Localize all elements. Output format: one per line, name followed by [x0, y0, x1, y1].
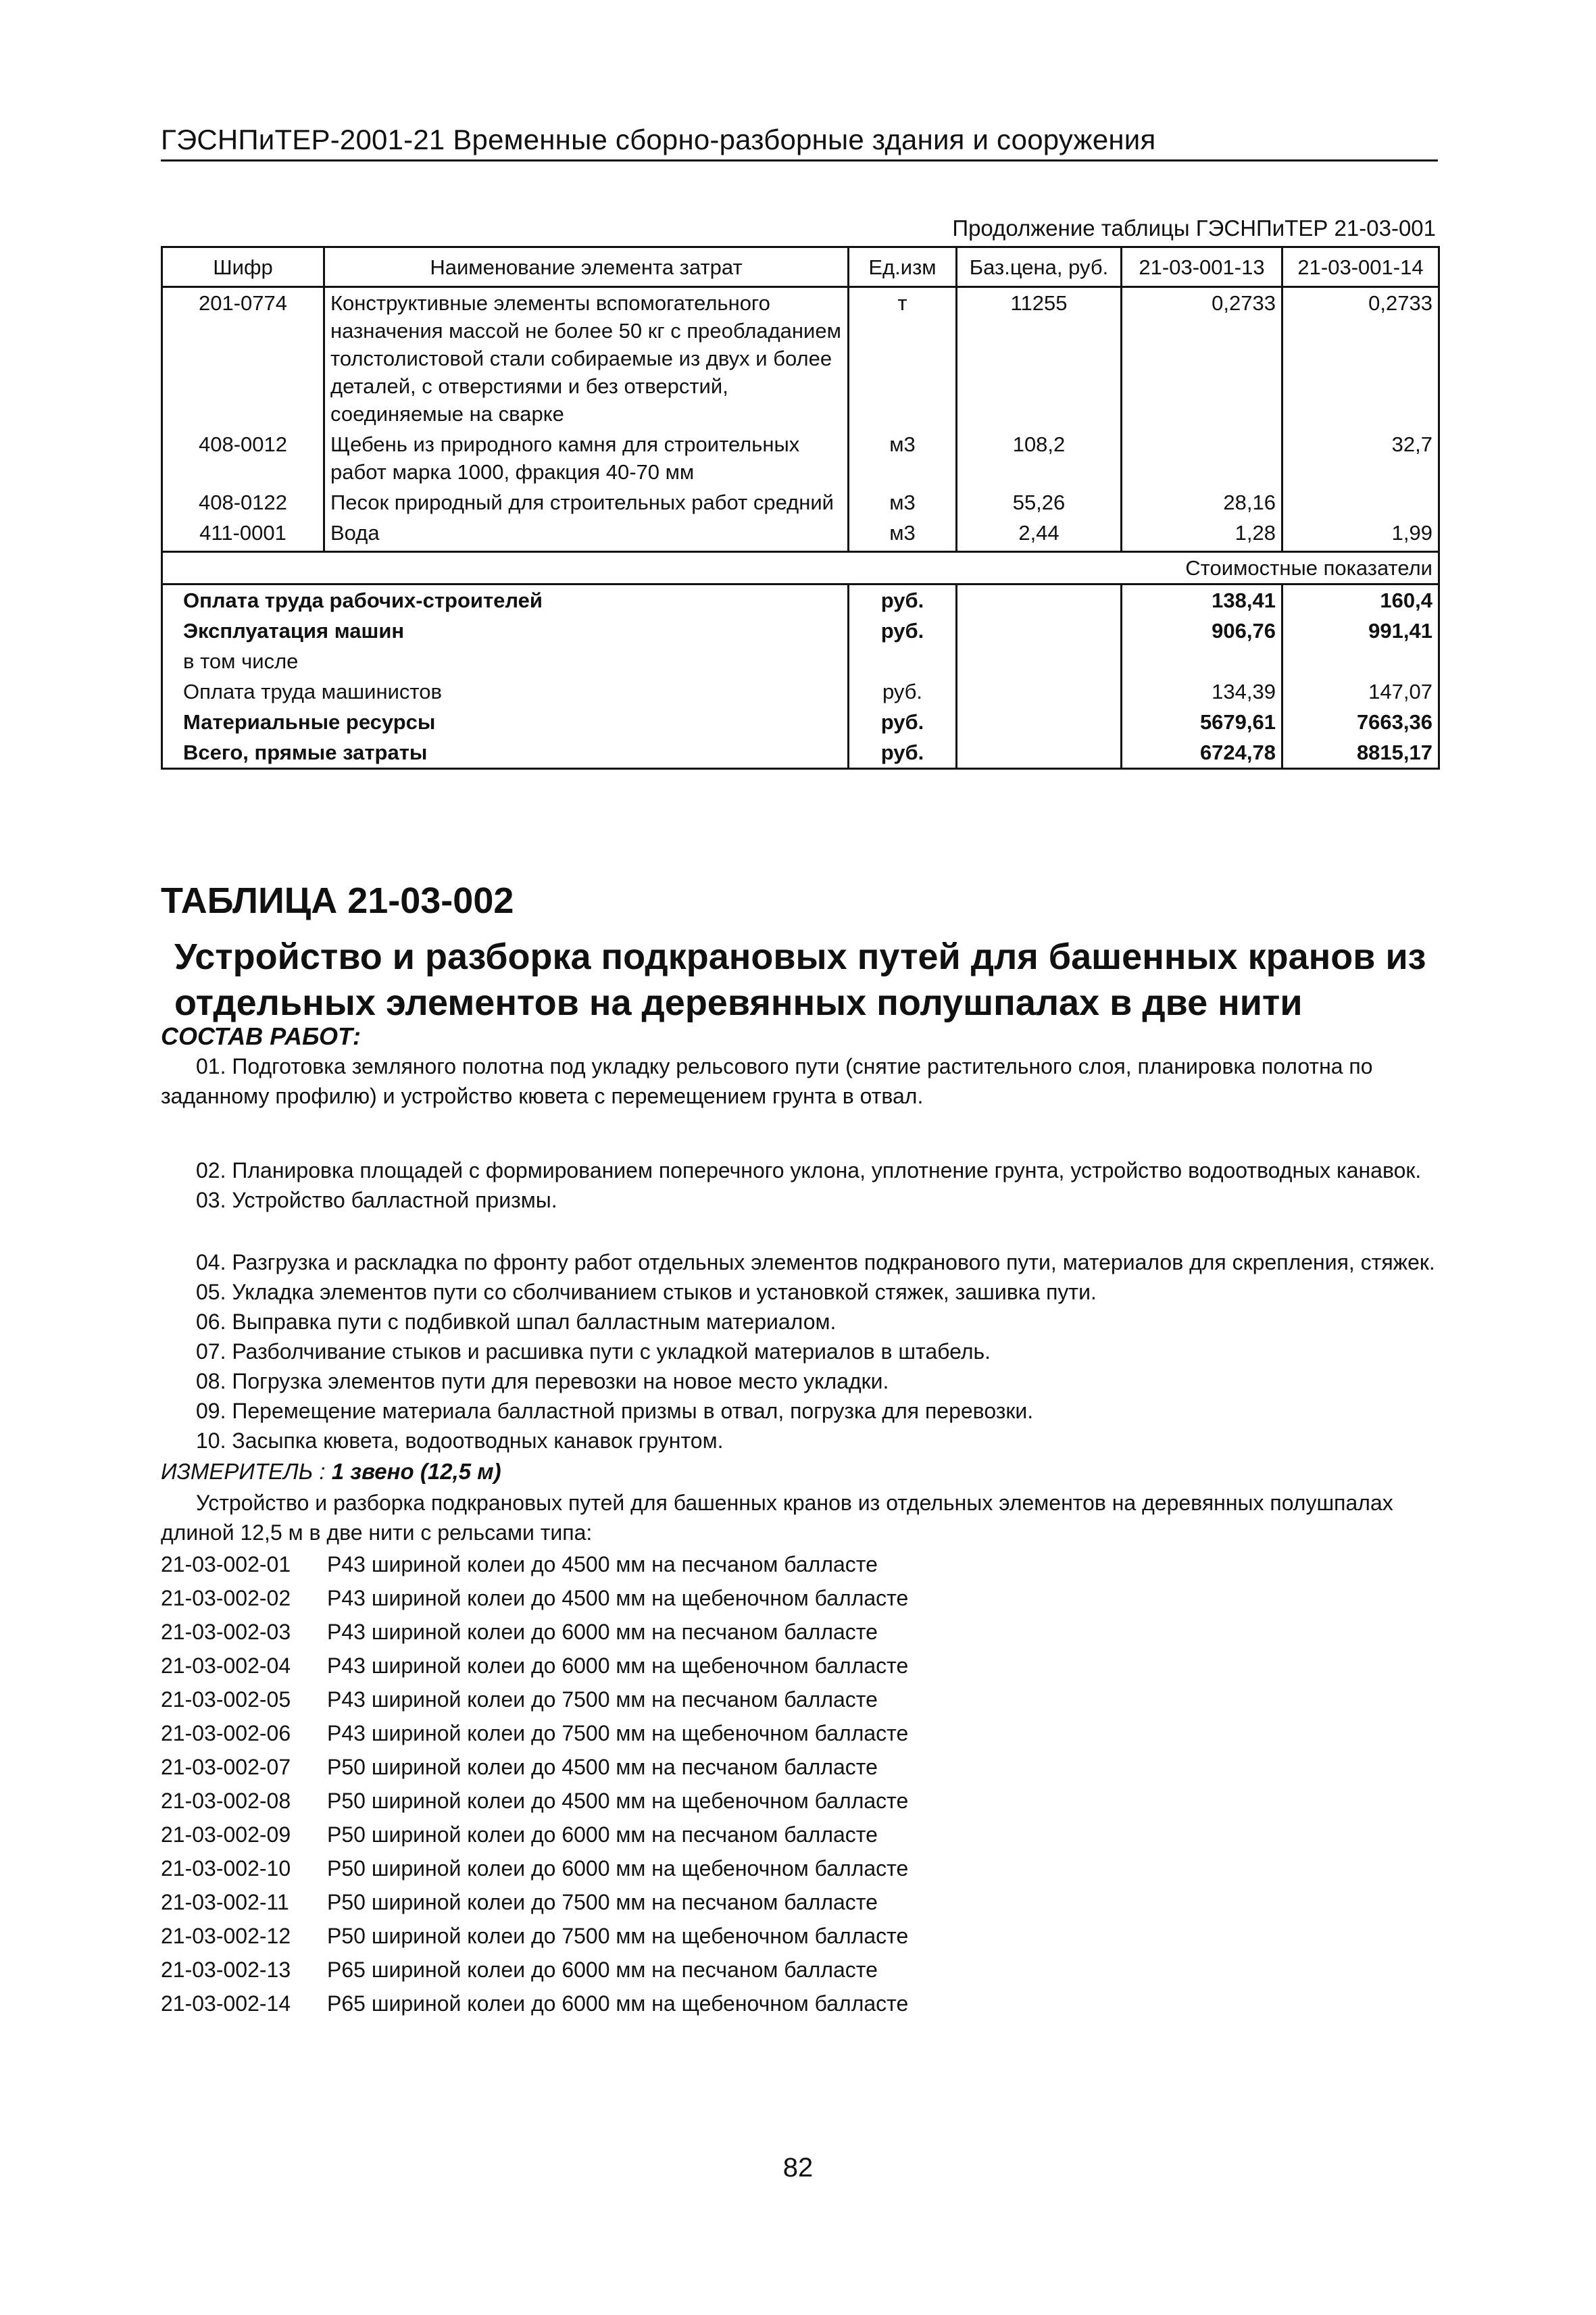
norm-code-row: [161, 1953, 1438, 1987]
works-section: [161, 1051, 1438, 2020]
norm-code: 21-03-002-05: [161, 1687, 291, 1712]
summary-header-row: [162, 552, 1439, 584]
resource-value-14: [1282, 487, 1439, 518]
norm-code-description: Р43 шириной колеи до 7500 мм на щебеночном балласте: [327, 1721, 909, 1745]
norm-code: 21-03-002-07: [161, 1755, 291, 1779]
summary-value-13: [1122, 646, 1282, 676]
norm-code: 21-03-002-03: [161, 1620, 291, 1644]
summary-value-14: 991,41: [1282, 616, 1439, 646]
summary-empty: [957, 676, 1122, 707]
table-header-row: [162, 247, 1439, 287]
resource-row: [162, 518, 1439, 552]
running-header: ГЭСНПиТЕР-2001-21 Временные сборно-разборные здания и сооружения: [161, 122, 1438, 161]
summary-label: Оплата труда рабочих-строителей: [162, 584, 849, 616]
summary-row: [162, 737, 1439, 769]
summary-unit: [849, 646, 957, 676]
measure-line: [161, 1455, 1438, 1488]
work-item: 10. Засыпка кювета, водоотводных канавок грунтом.: [196, 1428, 724, 1453]
resource-unit: т: [849, 287, 957, 430]
summary-label: Эксплуатация машин: [162, 616, 849, 646]
summary-label: в том числе: [162, 646, 849, 676]
work-item: 02. Планировка площадей с формированием поперечного уклона, уплотнение грунта, устройство водоотводных канавок.: [196, 1158, 1422, 1183]
measure-description: Устройство и разборка подкрановых путей для башенных кранов из отдельных элементов на деревянных полушпалах длиной 12,5 м в две нити с рельсами типа:: [161, 1491, 1393, 1545]
col-price: Баз.цена, руб.: [957, 247, 1122, 287]
table-subtitle-line-2: отдельных элементов на деревянных полушпалах в две нити: [174, 982, 1303, 1023]
works-title: СОСТАВ РАБОТ:: [161, 1022, 361, 1050]
norm-code-description: Р50 шириной колеи до 7500 мм на песчаном балласте: [327, 1890, 878, 1914]
summary-value-14: 8815,17: [1282, 737, 1439, 769]
norm-code: 21-03-002-08: [161, 1789, 291, 1813]
summary-unit: руб.: [849, 584, 957, 616]
norm-code-description: Р50 шириной колеи до 6000 мм на песчаном балласте: [327, 1822, 878, 1847]
norm-code: 21-03-002-02: [161, 1586, 291, 1610]
norm-code-list: [161, 1547, 1438, 2020]
resource-unit: м3: [849, 429, 957, 487]
summary-row: [162, 584, 1439, 616]
norm-code: 21-03-002-01: [161, 1552, 291, 1576]
resource-name: Песок природный для строительных работ средний: [324, 487, 849, 518]
norm-code-row: [161, 1581, 1438, 1615]
measure-value: 1 звено (12,5 м): [331, 1459, 501, 1484]
summary-unit: руб.: [849, 707, 957, 737]
summary-empty: [957, 584, 1122, 616]
norm-code-description: Р43 шириной колеи до 7500 мм на песчаном балласте: [327, 1687, 878, 1712]
summary-value-13: 5679,61: [1122, 707, 1282, 737]
table-title: ТАБЛИЦА 21-03-002: [161, 880, 514, 921]
norm-code-description: Р50 шириной колеи до 4500 мм на щебеночном балласте: [327, 1789, 909, 1813]
resource-price: 55,26: [957, 487, 1122, 518]
norm-code-row: [161, 1683, 1438, 1716]
summary-unit: руб.: [849, 616, 957, 646]
norm-code-row: [161, 1885, 1438, 1919]
summary-value-13: 6724,78: [1122, 737, 1282, 769]
summary-row: [162, 646, 1439, 676]
norm-code: 21-03-002-10: [161, 1856, 291, 1881]
norm-code-row: [161, 1750, 1438, 1784]
norm-code: 21-03-002-09: [161, 1822, 291, 1847]
summary-value-14: 160,4: [1282, 584, 1439, 616]
norm-code: 21-03-002-13: [161, 1958, 291, 1982]
work-item: 06. Выправка пути с подбивкой шпал балластным материалом.: [196, 1310, 837, 1334]
summary-header: Стоимостные показатели: [162, 552, 1439, 584]
norm-code-row: [161, 1615, 1438, 1649]
resource-value-13: [1122, 429, 1282, 487]
table-subtitle: [161, 934, 1451, 1026]
norm-code-row: [161, 1818, 1438, 1851]
norm-code: 21-03-002-14: [161, 1991, 291, 2016]
summary-empty: [957, 707, 1122, 737]
work-item: 01. Подготовка земляного полотна под укладку рельсового пути (снятие растительного слоя, планировка полотна по заданному профилю) и устройство кювета с перемещением грунта в отвал.: [161, 1054, 1373, 1108]
work-item: 05. Укладка элементов пути со сболчиванием стыков и установкой стяжек, зашивка пути.: [196, 1280, 1097, 1304]
summary-value-14: 7663,36: [1282, 707, 1439, 737]
summary-value-14: [1282, 646, 1439, 676]
summary-value-13: 906,76: [1122, 616, 1282, 646]
resource-value-13: 1,28: [1122, 518, 1282, 552]
resource-code: 408-0012: [162, 429, 324, 487]
resource-value-14: 0,2733: [1282, 287, 1439, 430]
resource-name: Конструктивные элементы вспомогательного назначения массой не более 50 кг с преобладанием толстолистовой стали собираемые из двух и более деталей, с отверстиями и без отверстий, соединяемые на сварке: [324, 287, 849, 430]
resource-value-13: 28,16: [1122, 487, 1282, 518]
norm-code: 21-03-002-12: [161, 1924, 291, 1948]
norm-code: 21-03-002-04: [161, 1653, 291, 1678]
norm-code-description: Р43 шириной колеи до 6000 мм на щебеночном балласте: [327, 1653, 909, 1678]
summary-empty: [957, 646, 1122, 676]
summary-unit: руб.: [849, 737, 957, 769]
norm-code-row: [161, 1987, 1438, 2020]
resource-price: 2,44: [957, 518, 1122, 552]
col-name: Наименование элемента затрат: [324, 247, 849, 287]
measure-label: ИЗМЕРИТЕЛЬ :: [161, 1459, 326, 1484]
norm-code: 21-03-002-06: [161, 1721, 291, 1745]
norm-code-row: [161, 1649, 1438, 1683]
summary-unit: руб.: [849, 676, 957, 707]
norm-code-row: [161, 1547, 1438, 1581]
col-code: Шифр: [162, 247, 324, 287]
norm-code-description: Р50 шириной колеи до 7500 мм на щебеночном балласте: [327, 1924, 909, 1948]
cost-table: [161, 246, 1440, 770]
summary-row: [162, 707, 1439, 737]
summary-label: Всего, прямые затраты: [162, 737, 849, 769]
norm-code-description: Р43 шириной колеи до 4500 мм на щебеночном балласте: [327, 1586, 909, 1610]
norm-code-description: Р50 шириной колеи до 4500 мм на песчаном балласте: [327, 1755, 878, 1779]
table-continuation-label: Продолжение таблицы ГЭСНПиТЕР 21-03-001: [952, 216, 1436, 241]
resource-value-14: 1,99: [1282, 518, 1439, 552]
resource-unit: м3: [849, 487, 957, 518]
norm-code-description: Р43 шириной колеи до 6000 мм на песчаном балласте: [327, 1620, 878, 1644]
resource-name: Вода: [324, 518, 849, 552]
resource-code: 411-0001: [162, 518, 324, 552]
work-item: 04. Разгрузка и раскладка по фронту работ отдельных элементов подкранового пути, материалов для скрепления, стяжек.: [196, 1250, 1435, 1274]
norm-code-description: Р50 шириной колеи до 6000 мм на щебеночном балласте: [327, 1856, 909, 1881]
norm-code: 21-03-002-11: [161, 1890, 289, 1914]
resource-value-13: 0,2733: [1122, 287, 1282, 430]
resource-price: 11255: [957, 287, 1122, 430]
resource-row: [162, 287, 1439, 430]
resource-price: 108,2: [957, 429, 1122, 487]
resource-value-14: 32,7: [1282, 429, 1439, 487]
work-item: 08. Погрузка элементов пути для перевозки на новое место укладки.: [196, 1369, 889, 1393]
resource-row: [162, 429, 1439, 487]
summary-empty: [957, 737, 1122, 769]
norm-code-row: [161, 1784, 1438, 1818]
norm-code-description: Р65 шириной колеи до 6000 мм на щебеночном балласте: [327, 1991, 909, 2016]
page-number: 82: [782, 2153, 814, 2183]
resource-code: 201-0774: [162, 287, 324, 430]
resource-code: 408-0122: [162, 487, 324, 518]
summary-label: Оплата труда машинистов: [162, 676, 849, 707]
summary-value-13: 138,41: [1122, 584, 1282, 616]
work-item: 07. Разболчивание стыков и расшивка пути с укладкой материалов в штабель.: [196, 1339, 991, 1364]
col-14: 21-03-001-14: [1282, 247, 1439, 287]
col-13: 21-03-001-13: [1122, 247, 1282, 287]
resource-row: [162, 487, 1439, 518]
resource-name: Щебень из природного камня для строительных работ марка 1000, фракция 40-70 мм: [324, 429, 849, 487]
norm-code-description: Р65 шириной колеи до 6000 мм на песчаном балласте: [327, 1958, 878, 1982]
norm-code-row: [161, 1919, 1438, 1953]
summary-row: [162, 676, 1439, 707]
summary-empty: [957, 616, 1122, 646]
summary-value-14: 147,07: [1282, 676, 1439, 707]
col-unit: Ед.изм: [849, 247, 957, 287]
summary-label: Материальные ресурсы: [162, 707, 849, 737]
resource-unit: м3: [849, 518, 957, 552]
work-item: 09. Перемещение материала балластной призмы в отвал, погрузка для перевозки.: [196, 1399, 1034, 1423]
table-subtitle-line-1: Устройство и разборка подкрановых путей для башенных кранов из: [174, 937, 1426, 977]
norm-code-row: [161, 1716, 1438, 1750]
norm-code-row: [161, 1851, 1438, 1885]
work-item: 03. Устройство балластной призмы.: [196, 1188, 557, 1212]
summary-row: [162, 616, 1439, 646]
summary-value-13: 134,39: [1122, 676, 1282, 707]
norm-code-description: Р43 шириной колеи до 4500 мм на песчаном балласте: [327, 1552, 878, 1576]
